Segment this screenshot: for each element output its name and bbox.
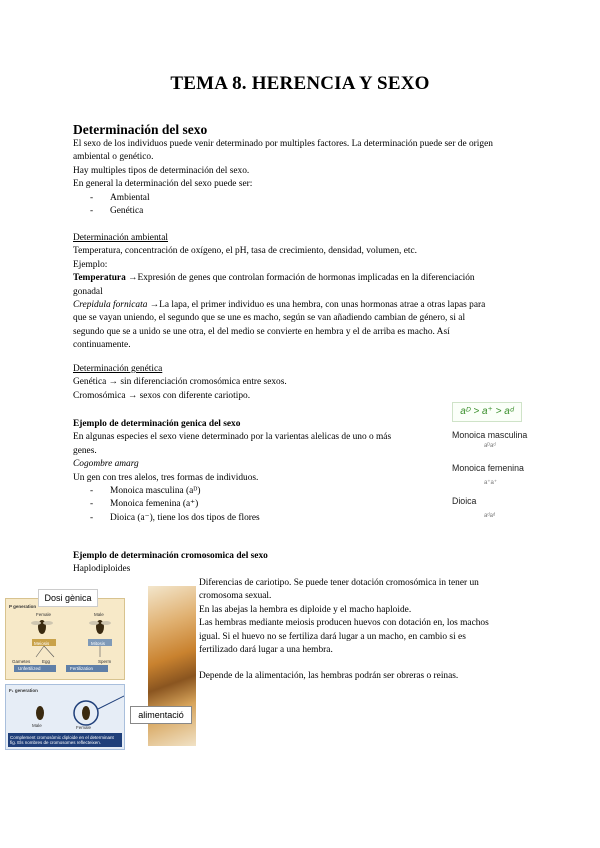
list-item: - Monoica masculina (aᴰ) (90, 486, 201, 497)
diagram-title: Dosi gènica (38, 589, 98, 607)
figure-mini: a⁺a⁺ (484, 480, 498, 486)
section-intro (73, 138, 528, 218)
subheading-genica: Ejemplo de determinación genica del sexo (73, 419, 241, 429)
unfertilized-label: Unfertilized (18, 666, 41, 671)
panel-label: F₁ generation (9, 688, 38, 693)
intro-line-3: Hay multiples tipos de determinación del sexo. (73, 165, 250, 176)
intro-line-2: ambiental o genético. (73, 152, 154, 163)
list-item: - Monoica femenina (a⁺) (90, 499, 199, 510)
mitosis-label: Mitosis (91, 641, 106, 646)
text-line: Depende de la alimentación, las hembras podrán ser obreras o reinas. (199, 671, 459, 682)
species-name: Cogombre amarg (73, 459, 139, 470)
p-generation-panel (5, 598, 125, 680)
text-line: igual. Si el huevo no se fertiliza dará lugar a un macho, en cambio si es (199, 631, 466, 642)
f1-generation-panel (5, 684, 125, 750)
egg-label: Egg (42, 659, 51, 664)
intro-line-1: El sexo de los individuos puede venir determinado por multiples factores. La determinación puede ser de origen (73, 139, 493, 149)
subheading-genetica: Determinación genética (73, 364, 163, 374)
male-label: Male (32, 723, 42, 728)
text-line: Diferencias de cariotipo. Se puede tener dotación cromosómica in tener un (199, 578, 479, 588)
genetica-line-2: Cromosómica → sexos con diferente cariotipo. (73, 390, 251, 401)
crepidula-line-2: que se vayan uniendo, el segundo que se une es macho, según se van añadiendo cambian de género, si al (73, 313, 466, 324)
section-cromosomica (73, 550, 268, 577)
gametes-label: Gametes (12, 659, 31, 664)
intro-line-4: En general la determinación del sexo puede ser: (73, 179, 253, 190)
temperatura-line-2: gonadal (73, 286, 103, 297)
genetica-line-1: Genética → sin diferenciación cromosómica entre sexos. (73, 377, 287, 388)
allele-formula: aᴰ > a⁺ > aᵈ (452, 402, 522, 422)
haplodiploides-label: Haplodiploides (73, 564, 131, 575)
list-item: - Genética (90, 206, 144, 217)
section-ambiental (73, 232, 528, 353)
genica-line-3: Un gen con tres alelos, tres formas de individuos. (73, 472, 259, 483)
figure-mini: aᵈaᵈ (484, 513, 496, 519)
figure-mini: aᴰaᵈ (484, 443, 496, 449)
figure-label: Monoica femenina (452, 463, 524, 473)
cromosomica-text (199, 577, 529, 684)
alimentacio-label: alimentació (130, 706, 192, 724)
male-label: Male (94, 612, 104, 617)
ejemplo-label: Ejemplo: (73, 259, 108, 270)
list-item: - Ambiental (90, 192, 150, 203)
subheading-cromosomica: Ejemplo de determinación cromosomica del sexo (73, 551, 268, 561)
crepidula-line-4: continuamente. (73, 340, 131, 351)
genica-line-2: genes. (73, 445, 97, 456)
genica-line-1: En algunas especies el sexo viene determinado por la varientas alelicas de uno o más (73, 432, 392, 443)
figure-label: Monoica masculina (452, 430, 528, 440)
figure-label: Dioica (452, 496, 477, 506)
crepidula-line: Crepidula fornicata →La lapa, el primer individuo es una hembra, con unas hormonas atrae a otras lapas para (73, 300, 486, 311)
female-label: Female (76, 725, 92, 730)
meiosis-label: Meiosis (34, 641, 50, 646)
diagram-caption: Complement cromosòmic diploide en el determinant fig. Els nombres de cromosomes reflecteixen. (10, 735, 114, 745)
section-genica (73, 418, 423, 525)
subheading-ambiental: Determinación ambiental (73, 233, 169, 243)
text-line: fertilizado dará lugar a una hembra. (199, 645, 333, 656)
page-title: TEMA 8. HERENCIA Y SEXO (170, 73, 430, 94)
text-line: cromosoma sexual. (199, 591, 272, 602)
section-heading-determinacion: Determinación del sexo (73, 122, 208, 137)
fertilization-label: Fertilization (70, 666, 94, 671)
text-line: En las abejas la hembra es diploide y el macho haploide. (199, 604, 412, 615)
section-genetica (73, 363, 528, 403)
text-line: Las hembras mediante meiosis producen huevos con dotación en, los machos (199, 618, 489, 629)
list-item: - Dioica (a⁻), tiene los dos tipos de flores (90, 512, 260, 523)
female-label: Female (36, 612, 52, 617)
panel-label: P generation (9, 604, 37, 609)
crepidula-line-3: segundo que se a unido se une otra, el del medio se convierte en hembra y el de arriba es macho. Así (73, 326, 450, 337)
temperatura-line: Temperatura →Expresión de genes que controlan formación de hormonas implicadas en la diferenciación (73, 273, 475, 284)
ambiental-line: Temperatura, concentración de oxígeno, el pH, tasa de crecimiento, densidad, volumen, etc. (73, 246, 417, 257)
sperm-label: Sperm (98, 659, 112, 664)
